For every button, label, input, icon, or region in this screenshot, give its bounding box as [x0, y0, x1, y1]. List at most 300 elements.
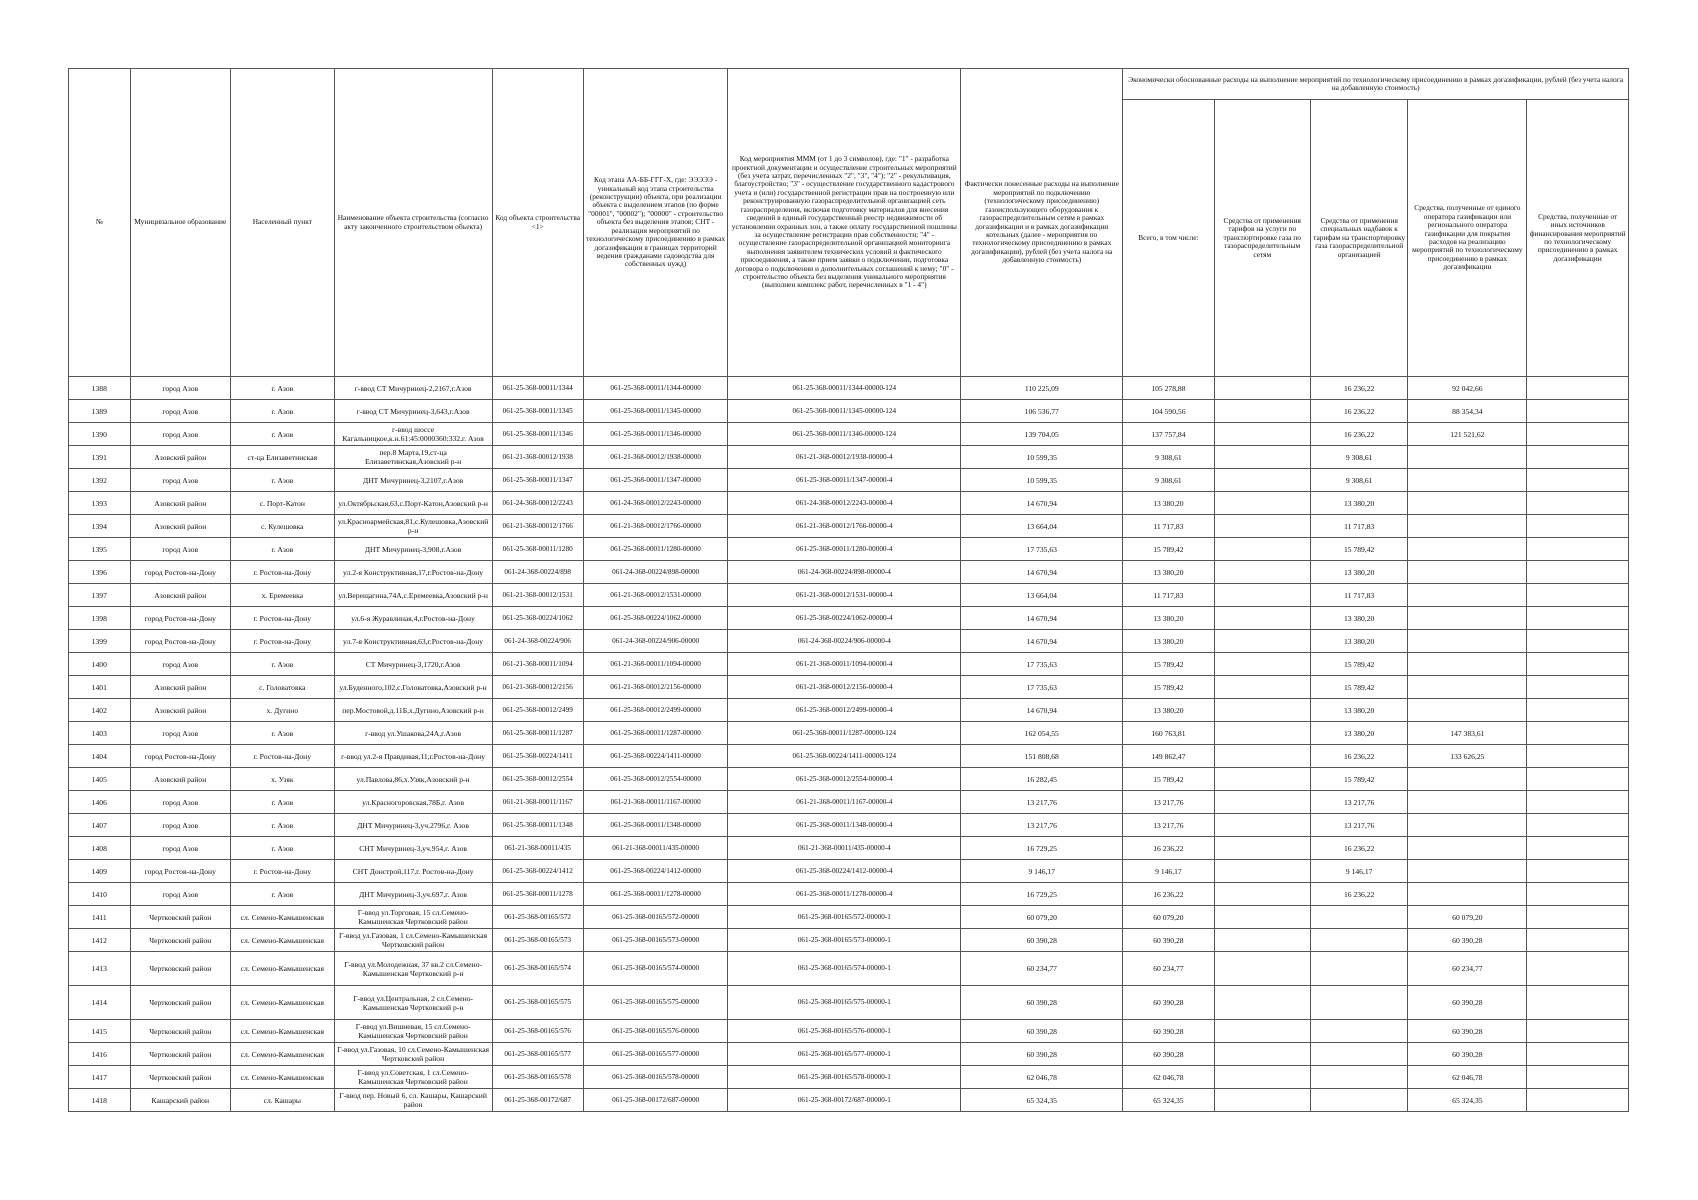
cell-municipality: Кашарский район [130, 1089, 231, 1112]
cell-number: 1405 [69, 768, 131, 791]
cell-number: 1393 [69, 492, 131, 515]
cell-object-name: Г-ввод ул.Молодежная, 37 кв.2 сл.Семено-Камышенская Чертковский р-н [334, 952, 492, 986]
cell-actual-costs: 60 079,20 [961, 906, 1123, 929]
cell-settlement: с. Головатовка [231, 676, 335, 699]
cell-settlement: г. Ростов-на-Дону [231, 860, 335, 883]
cell-event-code: 061-24-368-00224/898-00000-4 [728, 561, 961, 584]
cell-event-code: 061-25-368-00012/2554-00000-4 [728, 768, 961, 791]
cell-total: 13 217,76 [1123, 791, 1214, 814]
cell-stage-code: 061-25-368-00165/573-00000 [583, 929, 728, 952]
cell-object-code: 061-25-368-00172/687 [492, 1089, 583, 1112]
cell-settlement: г. Азов [231, 722, 335, 745]
cell-operator-funds [1408, 791, 1527, 814]
cell-operator-funds [1408, 446, 1527, 469]
cell-municipality: Азовский район [130, 768, 231, 791]
cell-stage-code: 061-21-368-00012/2156-00000 [583, 676, 728, 699]
cell-stage-code: 061-25-368-00012/2554-00000 [583, 768, 728, 791]
cell-object-code: 061-25-368-00165/578 [492, 1066, 583, 1089]
cell-actual-costs: 65 324,35 [961, 1089, 1123, 1112]
cell-object-code: 061-25-368-00165/577 [492, 1043, 583, 1066]
cell-special-markups [1310, 952, 1407, 986]
cell-operator-funds [1408, 860, 1527, 883]
table-row [69, 699, 1629, 722]
cell-event-code: 061-25-368-00011/1346-00000-124 [728, 423, 961, 446]
cell-special-markups: 13 380,20 [1310, 699, 1407, 722]
cell-settlement: г. Ростов-на-Дону [231, 607, 335, 630]
table-row [69, 814, 1629, 837]
cell-number: 1397 [69, 584, 131, 607]
table-row [69, 377, 1629, 400]
table-row [69, 515, 1629, 538]
cell-number: 1408 [69, 837, 131, 860]
cell-stage-code: 061-25-368-00011/1345-00000 [583, 400, 728, 423]
cell-number: 1401 [69, 676, 131, 699]
cell-object-name: ул.Красноармейская,81,с.Кулешовка,Азовский р-н [334, 515, 492, 538]
cell-object-code: 061-21-368-00011/1094 [492, 653, 583, 676]
cell-event-code: 061-25-368-00011/1278-00000-4 [728, 883, 961, 906]
cell-operator-funds: 62 046,78 [1408, 1066, 1527, 1089]
cell-settlement: г. Азов [231, 469, 335, 492]
cell-object-code: 061-25-368-00011/1346 [492, 423, 583, 446]
cell-event-code: 061-25-368-00224/1062-00000-4 [728, 607, 961, 630]
table-header [69, 69, 1629, 377]
cell-object-code: 061-25-368-00011/1280 [492, 538, 583, 561]
cell-actual-costs: 16 729,25 [961, 837, 1123, 860]
cell-event-code: 061-25-368-00011/1344-00000-124 [728, 377, 961, 400]
cell-settlement: сл. Кашары [231, 1089, 335, 1112]
cell-actual-costs: 139 704,05 [961, 423, 1123, 446]
header-stage-code: Код этапа АА-ББ-ГГГ-Х, где: ЭЭЭЭЭ - уникальный код этапа строительства (реконструкции) объекта, при реализации объекта с выделением этапов (по форме "00001", "00002"); "00000" - строительство объекта без выделения этапов; СНТ - реализация мероприятий по технологическому присоединению в рамках догазификации в границах территорий ведения гражданами садоводства для собственных нужд) [583, 69, 728, 377]
cell-number: 1403 [69, 722, 131, 745]
cell-other-sources [1527, 377, 1629, 400]
table-row [69, 1066, 1629, 1089]
cell-tariff-transport [1214, 400, 1310, 423]
cell-settlement: х. Еремеевка [231, 584, 335, 607]
cell-other-sources [1527, 515, 1629, 538]
cell-special-markups: 16 236,22 [1310, 745, 1407, 768]
gasification-costs-table [68, 68, 1629, 1112]
cell-operator-funds: 60 390,28 [1408, 1043, 1527, 1066]
cell-municipality: Азовский район [130, 446, 231, 469]
cell-operator-funds [1408, 814, 1527, 837]
cell-actual-costs: 14 670,94 [961, 630, 1123, 653]
table-row [69, 929, 1629, 952]
cell-object-code: 061-21-368-00011/1167 [492, 791, 583, 814]
cell-tariff-transport [1214, 745, 1310, 768]
cell-settlement: г. Азов [231, 791, 335, 814]
cell-total: 13 380,20 [1123, 492, 1214, 515]
cell-other-sources [1527, 1020, 1629, 1043]
cell-number: 1409 [69, 860, 131, 883]
cell-operator-funds: 92 042,66 [1408, 377, 1527, 400]
cell-actual-costs: 10 599,35 [961, 469, 1123, 492]
cell-operator-funds [1408, 768, 1527, 791]
cell-stage-code: 061-25-368-00165/574-00000 [583, 952, 728, 986]
table-row [69, 952, 1629, 986]
cell-actual-costs: 60 390,28 [961, 1043, 1123, 1066]
cell-municipality: Чертковский район [130, 929, 231, 952]
cell-event-code: 061-25-368-00172/687-00000-1 [728, 1089, 961, 1112]
cell-special-markups: 15 789,42 [1310, 768, 1407, 791]
table-body [69, 377, 1629, 1112]
cell-other-sources [1527, 676, 1629, 699]
cell-event-code: 061-25-368-00011/1347-00000-4 [728, 469, 961, 492]
table-row [69, 1089, 1629, 1112]
cell-total: 16 236,22 [1123, 837, 1214, 860]
cell-object-name: г-ввод СТ Мичуринец-3,643,г.Азов [334, 400, 492, 423]
cell-object-name: ДНТ Мичуринец-3,908,г.Азов [334, 538, 492, 561]
cell-operator-funds: 60 390,28 [1408, 986, 1527, 1020]
cell-total: 65 324,35 [1123, 1089, 1214, 1112]
cell-tariff-transport [1214, 423, 1310, 446]
table-row [69, 676, 1629, 699]
cell-object-name: Г-ввод ул.Газовая, 1 сл.Семено-Камышенская Чертковский район [334, 929, 492, 952]
cell-tariff-transport [1214, 1043, 1310, 1066]
header-operator-funds: Средства, полученные от единого оператора газификации или регионального оператора газификации для покрытия расходов на реализацию мероприятий по технологическому присоединению в рамках догазификации [1408, 100, 1527, 377]
cell-special-markups: 13 380,20 [1310, 630, 1407, 653]
cell-settlement: г. Азов [231, 653, 335, 676]
cell-object-name: Г-ввод пер. Новый 6, сл. Кашары, Кашарский район [334, 1089, 492, 1112]
cell-other-sources [1527, 630, 1629, 653]
cell-municipality: город Азов [130, 469, 231, 492]
cell-other-sources [1527, 561, 1629, 584]
cell-object-code: 061-25-368-00011/1287 [492, 722, 583, 745]
cell-actual-costs: 13 664,04 [961, 515, 1123, 538]
cell-municipality: Чертковский район [130, 1043, 231, 1066]
cell-stage-code: 061-24-368-00224/906-00000 [583, 630, 728, 653]
cell-other-sources [1527, 906, 1629, 929]
cell-event-code: 061-21-368-00012/1766-00000-4 [728, 515, 961, 538]
cell-actual-costs: 162 054,55 [961, 722, 1123, 745]
cell-total: 60 234,77 [1123, 952, 1214, 986]
cell-event-code: 061-25-368-00011/1345-00000-124 [728, 400, 961, 423]
cell-total: 104 590,56 [1123, 400, 1214, 423]
cell-actual-costs: 16 282,45 [961, 768, 1123, 791]
cell-other-sources [1527, 469, 1629, 492]
cell-operator-funds [1408, 584, 1527, 607]
cell-operator-funds: 65 324,35 [1408, 1089, 1527, 1112]
cell-operator-funds [1408, 469, 1527, 492]
cell-total: 13 380,20 [1123, 561, 1214, 584]
cell-number: 1414 [69, 986, 131, 1020]
cell-stage-code: 061-25-368-00224/1062-00000 [583, 607, 728, 630]
cell-municipality: город Азов [130, 538, 231, 561]
cell-actual-costs: 62 046,78 [961, 1066, 1123, 1089]
cell-object-name: ДНТ Мичуринец-3,уч.697,г. Азов [334, 883, 492, 906]
cell-object-name: Г-ввод ул.Советская, 1 сл.Семено-Камышенская Чертковский район [334, 1066, 492, 1089]
cell-object-name: ул.Верещагина,74А,с.Еремеевка,Азовский р-н [334, 584, 492, 607]
cell-tariff-transport [1214, 676, 1310, 699]
cell-object-code: 061-25-368-00011/1344 [492, 377, 583, 400]
cell-stage-code: 061-25-368-00012/2499-00000 [583, 699, 728, 722]
cell-special-markups: 13 217,76 [1310, 791, 1407, 814]
cell-total: 60 390,28 [1123, 986, 1214, 1020]
cell-event-code: 061-24-368-00012/2243-00000-4 [728, 492, 961, 515]
cell-number: 1406 [69, 791, 131, 814]
cell-stage-code: 061-25-368-00224/1411-00000 [583, 745, 728, 768]
header-total: Всего, в том числе: [1123, 100, 1214, 377]
cell-total: 60 390,28 [1123, 1043, 1214, 1066]
cell-special-markups: 15 789,42 [1310, 538, 1407, 561]
cell-event-code: 061-25-368-00165/574-00000-1 [728, 952, 961, 986]
cell-other-sources [1527, 538, 1629, 561]
cell-settlement: сл. Семено-Камышенская [231, 929, 335, 952]
cell-municipality: Азовский район [130, 584, 231, 607]
cell-object-name: г-ввод ул.Ушакова,24А,г.Азов [334, 722, 492, 745]
cell-special-markups [1310, 1020, 1407, 1043]
cell-object-name: ул.Буденного,102,с.Головатовка,Азовский р-н [334, 676, 492, 699]
header-tariff-transport: Средства от применения тарифов на услуги по транспортировке газа по газораспределительным сетям [1214, 100, 1310, 377]
table-row [69, 400, 1629, 423]
cell-other-sources [1527, 446, 1629, 469]
cell-operator-funds: 60 390,28 [1408, 929, 1527, 952]
cell-tariff-transport [1214, 791, 1310, 814]
cell-tariff-transport [1214, 561, 1310, 584]
cell-stage-code: 061-21-368-00012/1531-00000 [583, 584, 728, 607]
cell-municipality: город Ростов-на-Дону [130, 860, 231, 883]
cell-object-code: 061-25-368-00165/575 [492, 986, 583, 1020]
cell-event-code: 061-25-368-00165/576-00000-1 [728, 1020, 961, 1043]
table-row [69, 607, 1629, 630]
cell-object-code: 061-25-368-00165/572 [492, 906, 583, 929]
table-row [69, 768, 1629, 791]
cell-municipality: Чертковский район [130, 1066, 231, 1089]
cell-object-name: ул.Павлова,86,х.Узяк,Азовский р-н [334, 768, 492, 791]
cell-total: 11 717,83 [1123, 515, 1214, 538]
cell-object-name: ул.2-я Конструктивная,17,г.Ростов-на-Дону [334, 561, 492, 584]
cell-object-name: СНТ Мичуринец-3,уч.954,г. Азов [334, 837, 492, 860]
cell-tariff-transport [1214, 446, 1310, 469]
cell-actual-costs: 60 390,28 [961, 986, 1123, 1020]
cell-settlement: с. Порт-Катон [231, 492, 335, 515]
cell-actual-costs: 13 217,76 [961, 814, 1123, 837]
cell-event-code: 061-21-368-00012/2156-00000-4 [728, 676, 961, 699]
cell-tariff-transport [1214, 929, 1310, 952]
header-number: № [69, 69, 131, 377]
cell-stage-code: 061-25-368-00011/1280-00000 [583, 538, 728, 561]
cell-actual-costs: 60 390,28 [961, 929, 1123, 952]
cell-actual-costs: 10 599,35 [961, 446, 1123, 469]
cell-actual-costs: 14 670,94 [961, 492, 1123, 515]
header-event-code: Код мероприятия ММM (от 1 до 3 символов), где: "1" - разработка проектной документации и осуществление строительных мероприятий (без учета затрат, перечисленных "2", "3", "4"); "2" - рекультивация, благоустройство; "3" - осуществление государственного кадастрового учета и (или) государственной регистрации прав на построенную или реконструированную газораспределительной организацией сеть газораспределения, включая подготовку материалов для внесения сведений в единый государственный реестр недвижимости об установлении охранных зон, а также оплату государственной пошлины за осуществление регистрации прав собственности; "4" - осуществление газораспределительной организацией мониторинга выполнения заявителем технических условий и фактического присоединения, а также прием заявки о подключении, подготовка договора о подключении и дополнительных соглашений к нему; "0" - строительство объекта без выделения уникального мероприятия (выполнен комплекс работ, перечисленных в "1 - 4") [728, 69, 961, 377]
cell-total: 60 079,20 [1123, 906, 1214, 929]
cell-special-markups: 15 789,42 [1310, 676, 1407, 699]
cell-object-name: ДНТ Мичуринец-3,2107,г.Азов [334, 469, 492, 492]
cell-object-code: 061-25-368-00011/1345 [492, 400, 583, 423]
table-row [69, 986, 1629, 1020]
cell-object-name: Г-ввод ул.Газовая, 10 сл.Семено-Камышенская Чертковский район [334, 1043, 492, 1066]
cell-actual-costs: 17 735,63 [961, 676, 1123, 699]
cell-special-markups: 16 236,22 [1310, 377, 1407, 400]
cell-special-markups: 11 717,83 [1310, 515, 1407, 538]
cell-special-markups: 13 380,20 [1310, 561, 1407, 584]
cell-tariff-transport [1214, 1066, 1310, 1089]
cell-special-markups: 15 789,42 [1310, 653, 1407, 676]
cell-object-name: г-ввод шоссе Кагальницкое,к.н.61:45:0000360:332,г. Азов [334, 423, 492, 446]
header-object-name: Наименование объекта строительства (согласно акту законченного строительством объекта) [334, 69, 492, 377]
cell-actual-costs: 60 234,77 [961, 952, 1123, 986]
cell-operator-funds: 60 234,77 [1408, 952, 1527, 986]
header-settlement: Населенный пункт [231, 69, 335, 377]
cell-settlement: сл. Семено-Камышенская [231, 906, 335, 929]
cell-operator-funds [1408, 699, 1527, 722]
cell-other-sources [1527, 492, 1629, 515]
cell-settlement: г. Азов [231, 814, 335, 837]
cell-municipality: Чертковский район [130, 952, 231, 986]
cell-special-markups: 16 236,22 [1310, 423, 1407, 446]
cell-tariff-transport [1214, 653, 1310, 676]
cell-settlement: г. Азов [231, 883, 335, 906]
cell-stage-code: 061-24-368-00224/898-00000 [583, 561, 728, 584]
cell-event-code: 061-24-368-00224/906-00000-4 [728, 630, 961, 653]
cell-actual-costs: 13 217,76 [961, 791, 1123, 814]
cell-other-sources [1527, 423, 1629, 446]
cell-other-sources [1527, 929, 1629, 952]
cell-other-sources [1527, 1066, 1629, 1089]
cell-operator-funds [1408, 492, 1527, 515]
cell-event-code: 061-25-368-00012/2499-00000-4 [728, 699, 961, 722]
cell-object-code: 061-24-368-00224/906 [492, 630, 583, 653]
cell-tariff-transport [1214, 1020, 1310, 1043]
cell-municipality: город Азов [130, 814, 231, 837]
cell-operator-funds: 121 521,62 [1408, 423, 1527, 446]
cell-tariff-transport [1214, 492, 1310, 515]
cell-other-sources [1527, 986, 1629, 1020]
cell-object-code: 061-24-368-00012/2243 [492, 492, 583, 515]
cell-special-markups: 16 236,22 [1310, 400, 1407, 423]
cell-event-code: 061-25-368-00165/573-00000-1 [728, 929, 961, 952]
cell-actual-costs: 9 146,17 [961, 860, 1123, 883]
table-row [69, 860, 1629, 883]
cell-tariff-transport [1214, 469, 1310, 492]
cell-stage-code: 061-25-368-00011/1346-00000 [583, 423, 728, 446]
cell-event-code: 061-25-368-00011/1280-00000-4 [728, 538, 961, 561]
cell-municipality: город Азов [130, 791, 231, 814]
cell-municipality: Азовский район [130, 699, 231, 722]
cell-special-markups: 9 146,17 [1310, 860, 1407, 883]
cell-total: 160 763,81 [1123, 722, 1214, 745]
cell-settlement: сл. Семено-Камышенская [231, 1020, 335, 1043]
cell-total: 15 789,42 [1123, 676, 1214, 699]
cell-stage-code: 061-21-368-00012/1766-00000 [583, 515, 728, 538]
cell-event-code: 061-25-368-00165/578-00000-1 [728, 1066, 961, 1089]
cell-other-sources [1527, 860, 1629, 883]
cell-number: 1399 [69, 630, 131, 653]
cell-object-name: Г-ввод ул.Торговая, 15 сл.Семено-Камышенская Чертковский район [334, 906, 492, 929]
cell-object-name: ул.6-я Журавлиная,4,г.Ростов-на-Дону [334, 607, 492, 630]
cell-municipality: Чертковский район [130, 986, 231, 1020]
cell-number: 1415 [69, 1020, 131, 1043]
cell-stage-code: 061-25-368-00172/687-00000 [583, 1089, 728, 1112]
cell-object-code: 061-25-368-00011/1278 [492, 883, 583, 906]
cell-actual-costs: 106 536,77 [961, 400, 1123, 423]
table-row [69, 906, 1629, 929]
cell-actual-costs: 16 729,25 [961, 883, 1123, 906]
cell-other-sources [1527, 837, 1629, 860]
table-row [69, 722, 1629, 745]
cell-number: 1417 [69, 1066, 131, 1089]
cell-tariff-transport [1214, 607, 1310, 630]
cell-event-code: 061-25-368-00011/1348-00000-4 [728, 814, 961, 837]
cell-event-code: 061-21-368-00011/435-00000-4 [728, 837, 961, 860]
table-row [69, 584, 1629, 607]
cell-municipality: город Ростов-на-Дону [130, 607, 231, 630]
cell-tariff-transport [1214, 860, 1310, 883]
cell-tariff-transport [1214, 515, 1310, 538]
cell-stage-code: 061-25-368-00165/578-00000 [583, 1066, 728, 1089]
cell-number: 1402 [69, 699, 131, 722]
cell-municipality: город Азов [130, 722, 231, 745]
header-object-code: Код объекта строительства <1> [492, 69, 583, 377]
cell-object-name: ДНТ Мичуринец-3,уч.2796,г. Азов [334, 814, 492, 837]
cell-total: 60 390,28 [1123, 1020, 1214, 1043]
cell-number: 1390 [69, 423, 131, 446]
cell-actual-costs: 151 808,68 [961, 745, 1123, 768]
cell-number: 1392 [69, 469, 131, 492]
header-actual-costs: Фактически понесенные расходы на выполнение мероприятий по подключению (технологическому присоединению) газоиспользующего оборудования к газораспределительным сетям в рамках догазификации и в рамках догазификации котельных (далее - мероприятия по технологическому присоединению в рамках догазификации), рублей (без учета налога на добавленную стоимость) [961, 69, 1123, 377]
cell-settlement: г. Азов [231, 423, 335, 446]
cell-object-code: 061-25-368-00011/1348 [492, 814, 583, 837]
cell-number: 1388 [69, 377, 131, 400]
cell-municipality: Чертковский район [130, 1020, 231, 1043]
cell-number: 1410 [69, 883, 131, 906]
cell-object-code: 061-25-368-00012/2499 [492, 699, 583, 722]
cell-other-sources [1527, 699, 1629, 722]
cell-object-code: 061-25-368-00165/576 [492, 1020, 583, 1043]
cell-stage-code: 061-24-368-00012/2243-00000 [583, 492, 728, 515]
cell-total: 105 278,88 [1123, 377, 1214, 400]
cell-other-sources [1527, 745, 1629, 768]
cell-number: 1416 [69, 1043, 131, 1066]
cell-event-code: 061-21-368-00011/1167-00000-4 [728, 791, 961, 814]
cell-municipality: город Ростов-на-Дону [130, 630, 231, 653]
cell-stage-code: 061-25-368-00224/1412-00000 [583, 860, 728, 883]
cell-number: 1398 [69, 607, 131, 630]
cell-object-code: 061-25-368-00224/1412 [492, 860, 583, 883]
cell-event-code: 061-25-368-00224/1411-00000-124 [728, 745, 961, 768]
cell-special-markups [1310, 1089, 1407, 1112]
cell-special-markups: 13 217,76 [1310, 814, 1407, 837]
cell-total: 15 789,42 [1123, 768, 1214, 791]
cell-object-name: г-ввод ул.2-я Правдивая,11,г.Ростов-на-Дону [334, 745, 492, 768]
cell-object-code: 061-21-368-00012/1531 [492, 584, 583, 607]
cell-object-name: СНТ Донстрой,117,г. Ростов-на-Дону [334, 860, 492, 883]
cell-number: 1389 [69, 400, 131, 423]
cell-special-markups: 13 380,20 [1310, 607, 1407, 630]
cell-special-markups [1310, 929, 1407, 952]
cell-object-name: пер.8 Марта,19,ст-ца Елизаветинская,Азовский р-н [334, 446, 492, 469]
cell-operator-funds: 60 390,28 [1408, 1020, 1527, 1043]
cell-other-sources [1527, 883, 1629, 906]
table-row [69, 1020, 1629, 1043]
cell-tariff-transport [1214, 952, 1310, 986]
cell-stage-code: 061-21-368-00011/1094-00000 [583, 653, 728, 676]
cell-event-code: 061-21-368-00012/1531-00000-4 [728, 584, 961, 607]
cell-tariff-transport [1214, 377, 1310, 400]
cell-tariff-transport [1214, 986, 1310, 1020]
cell-settlement: сл. Семено-Камышенская [231, 1043, 335, 1066]
cell-settlement: сл. Семено-Камышенская [231, 952, 335, 986]
cell-other-sources [1527, 952, 1629, 986]
cell-operator-funds [1408, 653, 1527, 676]
cell-operator-funds: 133 626,25 [1408, 745, 1527, 768]
table-row [69, 538, 1629, 561]
cell-actual-costs: 14 670,94 [961, 699, 1123, 722]
cell-number: 1412 [69, 929, 131, 952]
cell-stage-code: 061-25-368-00011/1348-00000 [583, 814, 728, 837]
cell-total: 15 789,42 [1123, 538, 1214, 561]
cell-settlement: сл. Семено-Камышенская [231, 986, 335, 1020]
